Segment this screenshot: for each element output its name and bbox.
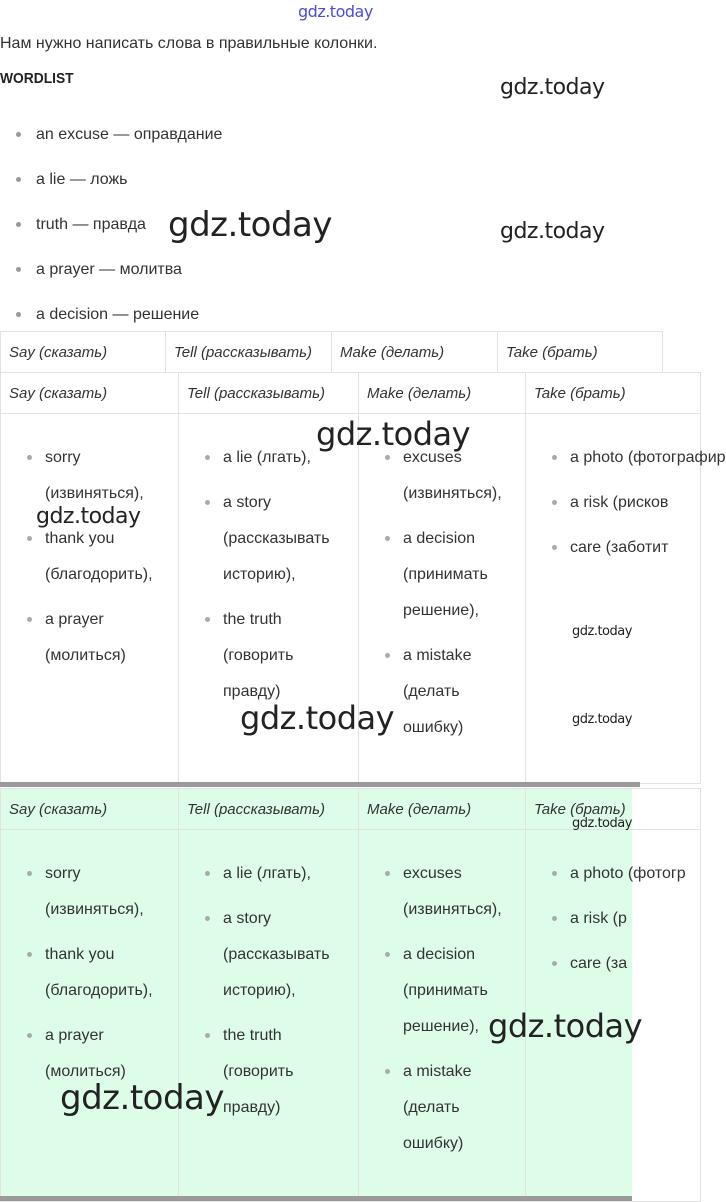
horizontal-scrollbar[interactable]: [0, 782, 640, 787]
header-cell-tell: Tell (рассказывать): [166, 332, 332, 373]
wordlist-item: an excuse — оправдание: [16, 112, 222, 157]
list-item: sorry (извиняться),: [1, 856, 178, 928]
list-item: a mistake (делать ошибку): [359, 1054, 525, 1162]
column-header-tell: Tell (рассказывать): [179, 789, 359, 830]
list-item: excuses (извиняться),: [359, 440, 525, 512]
list-item: a risk (р: [526, 901, 700, 937]
watermark: gdz.today: [488, 1007, 643, 1045]
watermark: gdz.today: [572, 712, 632, 727]
column-header-make: Make (делать): [359, 789, 526, 830]
watermark: gdz.today: [500, 219, 605, 244]
wordlist-item: a lie — ложь: [16, 157, 222, 202]
header-cell-make: Make (делать): [332, 332, 498, 373]
wordlist-item: truth — правда: [16, 202, 222, 247]
wordlist-item: a decision — решение: [16, 292, 222, 337]
watermark: gdz.today: [500, 75, 605, 100]
watermark: gdz.today: [316, 415, 471, 453]
horizontal-scrollbar[interactable]: [0, 1196, 632, 1201]
column-header-take: Take (брать): [526, 373, 701, 414]
header-cell-take: Take (брать): [498, 332, 663, 373]
list-item: the truth (говорить правду): [179, 602, 358, 710]
list-item: a lie (лгать),: [179, 440, 358, 476]
list-item: care (заботит: [526, 530, 700, 566]
header-cell-say: Say (сказать): [1, 332, 166, 373]
list-item: a story (рассказывать историю),: [179, 901, 358, 1009]
column-header-take: Take (брать): [526, 789, 701, 830]
watermark: gdz.today: [168, 205, 332, 245]
cell-say: [1, 830, 179, 1202]
cell-take: [526, 414, 726, 784]
watermark: gdz.today: [572, 816, 632, 831]
list-item: the truth (говорить правду): [179, 1018, 358, 1126]
list-item: a prayer (молиться): [1, 1018, 178, 1090]
list-item: a prayer (молиться): [1, 602, 178, 674]
list-item: thank you (благодорить),: [1, 937, 178, 1009]
list-item: a mistake (делать ошибку): [359, 638, 525, 746]
column-header-say: Say (сказать): [1, 789, 179, 830]
wordlist-heading: WORDLIST: [0, 70, 74, 87]
column-header-make: Make (делать): [359, 373, 526, 414]
list-item: a lie (лгать),: [179, 856, 358, 892]
wordlist-item: a prayer — молитва: [16, 247, 222, 292]
list-item: a photo (фотографир: [526, 440, 700, 476]
list-item: a photo (фотогр: [526, 856, 700, 892]
highlighted-grid: [0, 788, 701, 1202]
list-item: sorry (извиняться),: [1, 440, 178, 512]
column-header-say: Say (сказать): [1, 373, 179, 414]
list-item: care (за: [526, 946, 700, 982]
list-item: a decision (принимать решение),: [359, 521, 525, 629]
cell-tell: [179, 830, 359, 1202]
watermark: gdz.today: [36, 504, 141, 529]
column-header-tell: Tell (рассказывать): [179, 373, 359, 414]
site-logo[interactable]: gdz.today: [298, 2, 373, 21]
watermark: gdz.today: [60, 1078, 224, 1118]
highlighted-answer-table: [0, 788, 686, 1200]
list-item: a story (рассказывать историю),: [179, 485, 358, 593]
header-table: [0, 331, 663, 373]
intro-text: Нам нужно написать слова в правильные колонки.: [0, 35, 378, 52]
list-item: excuses (извиняться),: [359, 856, 525, 928]
watermark: gdz.today: [572, 624, 632, 639]
list-item: a risk (рисков: [526, 485, 700, 521]
list-item: a decision (принимать решение),: [359, 937, 525, 1045]
cell-say: [1, 414, 179, 784]
list-item: thank you (благодорить),: [1, 521, 178, 593]
watermark: gdz.today: [240, 699, 395, 737]
